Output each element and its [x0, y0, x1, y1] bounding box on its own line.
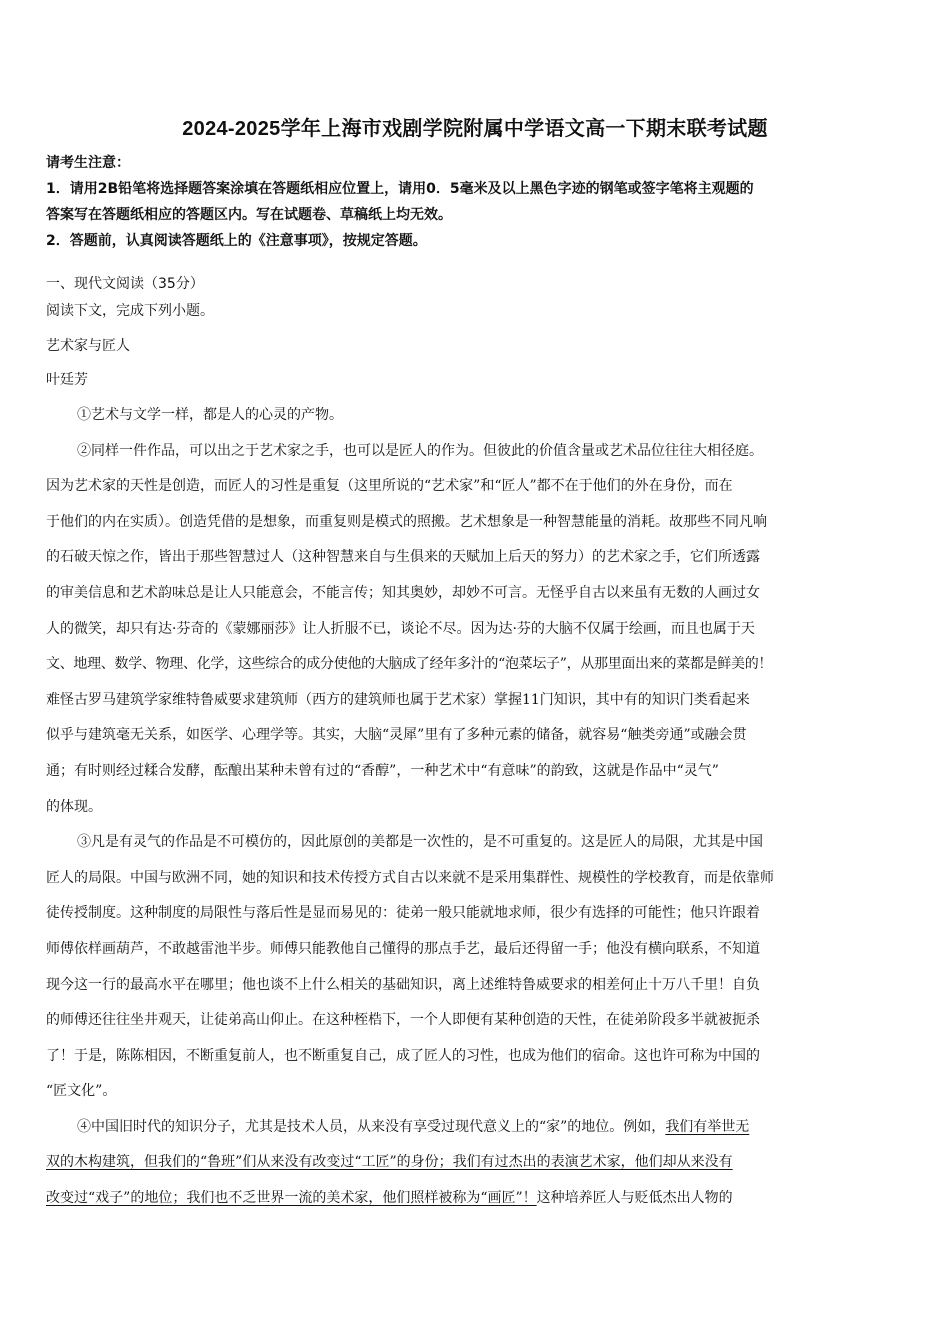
paragraph-3-line: 了！于是，陈陈相因，不断重复前人，也不断重复自己，成了匠人的习性，也成为他们的宿命。这也许可称为中国的 — [46, 1047, 760, 1064]
paragraph-1: ①艺术与文学一样，都是人的心灵的产物。 — [77, 407, 343, 423]
underlined-text: 改变过“戏子”的地位；我们也不乏世界一流的美术家，他们照样被称为“画匠”！ — [46, 1190, 537, 1207]
paragraph-3-line: 匠人的局限。中国与欧洲不同，她的知识和技术传授方式自古以来就不是采用集群性、规模性的学校教育，而是依靠师 — [46, 869, 774, 886]
paragraph-2-line: 于他们的内在实质）。创造凭借的是想象，而重复则是模式的照搬。艺术想象是一种智慧能量的消耗。故那些不同凡响 — [46, 513, 767, 530]
paragraph-3-line: 徒传授制度。这种制度的局限性与落后性是显而易见的：徒弟一般只能就地求师，很少有选择的可能性；他只许跟着 — [46, 905, 760, 922]
paragraph-4-text: ④中国旧时代的知识分子，尤其是技术人员，从来没有享受过现代意义上的“家”的地位。例如， — [77, 1118, 666, 1135]
paragraph-2-line: 的体现。 — [46, 798, 102, 815]
underlined-text: 我们有举世无 — [665, 1118, 750, 1135]
underlined-line: 双的木构建筑，但我们的“鲁班”们从来没有改变过“工匠”的身份；我们有过杰出的表演艺术家，他们却从来没有 — [46, 1154, 733, 1171]
paragraph-3-line: 现今这一行的最高水平在哪里；他也谈不上什么相关的基础知识，离上述维特鲁威要求的相差何止十万八千里！自负 — [46, 976, 760, 993]
paragraph-3-line: 的师傅还往往坐井观天，让徒弟高山仰止。在这种桎梏下，一个人即便有某种创造的天性，在徒弟阶段多半就被扼杀 — [46, 1012, 760, 1029]
article-body — [46, 398, 906, 1217]
paragraph-2-line: 的石破天惊之作，皆出于那些智慧过人（这种智慧来自与生俱来的天赋加上后天的努力）的艺术家之手，它们所透露 — [46, 549, 760, 566]
article-author: 叶廷芳 — [46, 372, 88, 388]
paragraph-2-line: 的审美信息和艺术韵味总是让人只能意会，不能言传；知其奥妙，却妙不可言。无怪乎自古以来虽有无数的人画过女 — [46, 584, 760, 601]
notice-heading: 请考生注意： — [46, 155, 130, 171]
notice-line: 1．请用2B铅笔将选择题答案涂填在答题纸相应位置上，请用0．5毫米及以上黑色字迹的钢笔或签字笔将主观题的 — [46, 181, 754, 197]
paragraph-2-line: 通；有时则经过糅合发酵，酝酿出某种未曾有过的“香醇”，一种艺术中“有意味”的韵致，这就是作品中“灵气” — [46, 762, 719, 779]
paragraph-4-line — [46, 1181, 906, 1217]
paragraph-2-line: 文、地理、数学、物理、化学，这些综合的成分使他的大脑成了经年多汁的“泡菜坛子”，从那里面出来的菜都是鲜美的！ — [46, 656, 773, 673]
paragraph-3-line: ③凡是有灵气的作品是不可模仿的，因此原创的美都是一次性的，是不可重复的。这是匠人的局限，尤其是中国 — [77, 834, 763, 851]
section-heading: 一、现代文阅读（35分） — [46, 276, 204, 292]
paragraph-2-line: 似乎与建筑毫无关系，如医学、心理学等。其实，大脑“灵犀”里有了多种元素的储备，就容易“触类旁通”或融会贯 — [46, 727, 747, 744]
paragraph-3-line: “匠文化”。 — [46, 1083, 117, 1100]
paragraph-2-line: 因为艺术家的天性是创造，而匠人的习性是重复（这里所说的“艺术家”和“匠人”都不在于他们的外在身份，而在 — [46, 478, 733, 495]
paragraph-2-line: ②同样一件作品，可以出之于艺术家之手，也可以是匠人的作为。但彼此的价值含量或艺术品位往往大相径庭。 — [77, 442, 763, 459]
article-title: 艺术家与匠人 — [46, 338, 130, 354]
notice-line: 答案写在答题纸相应的答题区内。写在试题卷、草稿纸上均无效。 — [46, 207, 452, 223]
exam-notice — [46, 150, 906, 254]
paragraph-4-text: 这种培养匠人与贬低杰出人物的 — [536, 1190, 733, 1207]
paragraph-4-line — [46, 1110, 906, 1146]
reading-instruction: 阅读下文，完成下列小题。 — [46, 303, 214, 319]
paragraph-2-line: 难怪古罗马建筑学家维特鲁威要求建筑师（西方的建筑师也属于艺术家）掌握11门知识，其中有的知识门类看起来 — [46, 691, 750, 708]
paragraph-3-line: 师傅依样画葫芦，不敢越雷池半步。师傅只能教他自己懂得的那点手艺，最后还得留一手；他没有横向联系，不知道 — [46, 940, 760, 957]
page-title: 2024-2025学年上海市戏剧学院附属中学语文高一下期末联考试题 — [182, 118, 768, 140]
notice-line: 2．答题前，认真阅读答题纸上的《注意事项》，按规定答题。 — [46, 233, 427, 249]
paragraph-2-line: 人的微笑，却只有达·芬奇的《蒙娜丽莎》让人折服不已，谈论不尽。因为达·芬的大脑不仅属于绘画，而且也属于天 — [46, 620, 755, 637]
